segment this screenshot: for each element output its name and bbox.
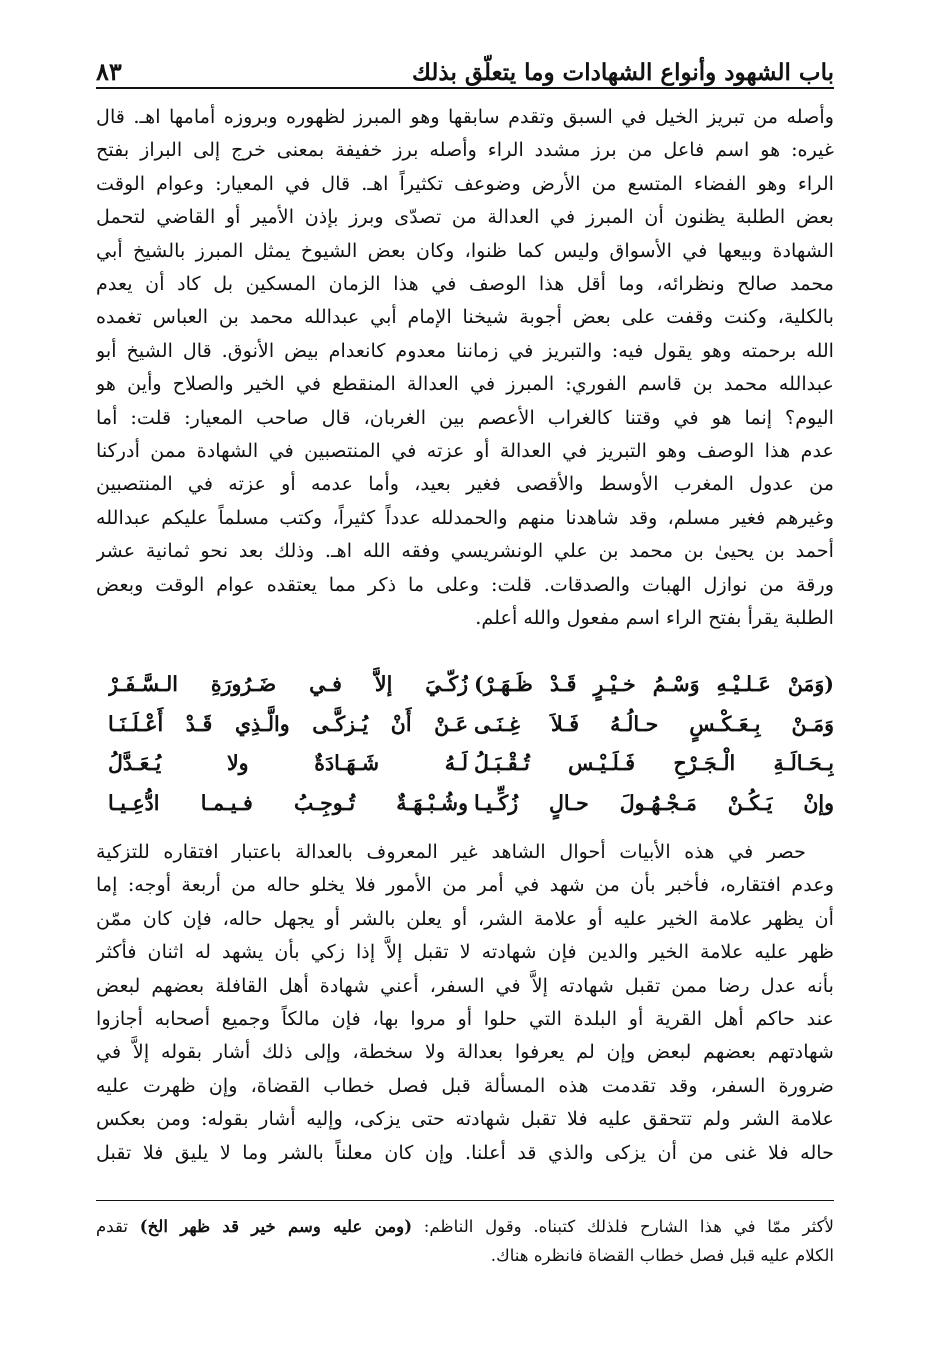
verse — [108, 665, 834, 705]
text-line: وعدم افتقاره، فأخبر بأن من شهد في أمر من الأمور فلا يخلو حاله من أربعة أوجه: إما — [96, 873, 834, 897]
text-line: عند حاكم أهل القرية أو البلدة التي حلوا أو مروا بها، فإن مالكاً وجميع أصحابه أجازوا — [96, 1007, 834, 1031]
verse-second-hemistich: لَـهُ شَـهَـادَةٌ ولا يُـعَـدَّلُ — [108, 751, 468, 775]
verse-first-hemistich: وإنْ يَـكُـنْ مَـجْـهُـولَ حـالٍ زُكِّـيـا — [474, 790, 834, 815]
verse-second-hemistich: عَـنْ أَنْ يُـزكَّـى والَّـذِي قَـدْ أَعْـلَـنَـا — [108, 711, 468, 736]
page-number: ٨٣ — [96, 57, 122, 86]
text-line: ورقة من نوازل الهبات والصدقات. قلت: وعلى ما ذكر مما يعتقده عوام الوقت وبعض — [96, 572, 834, 596]
paragraph-commentary-2 — [96, 835, 834, 1169]
text-line: الطلبة يقرأ بفتح الراء اسم مفعول والله أعلم. — [475, 606, 834, 630]
text-line: أن يظهر علامة الخير عليه أو علامة الشر، أو يعلن بالشر أو يجهل حاله، فإن كان ممّن — [96, 906, 834, 930]
footnote-line: الكلام عليه قبل فصل خطاب القضاة فانظره هناك. — [490, 1246, 834, 1265]
text-line: الله برحمته وهو يقول فيه: والتبريز في زماننا معدوم كانعدام بيض الأنوق. قال الشيخ أبو — [96, 338, 834, 362]
text-line: بعض الطلبة يظنون أن المبرز في العدالة من تصدّى وبرز بإذن الأمير أو القاضي لتحمل — [96, 205, 834, 229]
text-line: بالكلية، وكنت وقفت على بعض أجوبة شيخنا الإمام أبي عبدالله محمد بن العباس تغمده — [96, 305, 834, 329]
verse-first-hemistich: وَمَـنْ بِـعَـكْـسٍ حـالُـهُ فَـلاَ غِـنَـى — [474, 711, 834, 736]
text-line: أحمد بن يحيىٰ بن محمد بن علي الونشريسي وفقه الله اهـ. وذلك بعد نحو ثمانية عشر — [96, 539, 834, 563]
text-line: غيره: هو اسم فاعل من برز مشدد الراء وأصله برز خفيفة بمعنى خرج إلى البراز بفتح — [96, 138, 834, 162]
text-line: ضرورة السفر، وقد تقدمت هذه المسألة قبل فصل خطاب القضاة، وإن ظهرت عليه — [96, 1073, 834, 1097]
footnote — [96, 1212, 834, 1270]
verse — [108, 705, 834, 745]
text-line: عدم هذا الوصف وهو التبريز في العدالة أو عزته في المنتصبين في الشهادة ممن أدركنا — [96, 439, 834, 463]
text-line: وأصله من تبريز الخيل في السبق وتقدم سابقها وهو المبرز لظهوره وبروزه أمامها اهـ. قال — [96, 105, 834, 128]
verse-first-hemistich: بِـحَـالَـةِ الْـجَـرْحِ فَـلَـيْـس تُـقْـبَـلُ — [474, 751, 834, 775]
text-line: شهادتهم بعضهم لبعض وإن لم يعرفوا بعدالة ولا سخطة، وإلى ذلك أشار بقوله إلاَّ في — [96, 1040, 834, 1064]
footnote-line — [96, 1212, 834, 1241]
chapter-title: باب الشهود وأنواع الشهادات وما يتعلّق بذلك — [412, 59, 834, 86]
running-header — [96, 44, 834, 84]
footnote-quote: (ومن عليه وسم خير قد ظهر الخ) — [139, 1216, 413, 1236]
text-line: الراء وهو الفضاء المتسع من الأرض وضوعف تكثيراً اهـ. قال في المعيار: وعوام الوقت — [96, 171, 834, 195]
footnote-text: تقدم — [96, 1217, 140, 1236]
text-line: حاله فلا غنى من أن يزكى والذي قد أعلنا. وإن كان معلناً بالشر وما لا يليق فلا تقبل — [96, 1140, 834, 1164]
text-line: الشهادة وبيعها في الأسواق وليس كما ظنوا، وكان بعض الشيوخ يمثل المبرز بالشيخ أبي — [96, 238, 834, 262]
text-line: محمد صالح ونظرائه، وما أقل هذا الوصف في هذا الزمان المسكين بل كاد أن يعدم — [96, 272, 834, 296]
verse-second-hemistich: وشُـبْـهَـةٌ تُـوجِـبُ فـيـمـا ادُّعِـيـا — [108, 790, 468, 815]
footnote-text: لأكثر ممّا في هذا الشارح فلذلك كتبناه. وقول الناظم: — [412, 1217, 834, 1236]
verse — [108, 744, 834, 784]
footnote-separator — [96, 1200, 834, 1201]
text-line: من عدول المغرب الأوسط والأقصى فغير بعيد، وأما عدمه أو عزته في المنتصبين — [96, 472, 834, 496]
verse — [108, 784, 834, 824]
text-line: عبدالله محمد بن قاسم الفوري: المبرز في العدالة المنقطع في الخير والصلاح وأين هو — [96, 372, 834, 396]
header-rule — [96, 87, 834, 89]
text-line: اليوم؟ إنما هو في وقتنا كالغراب الأعصم بين الغربان، قال صاحب المعيار: قلت: أما — [96, 405, 834, 429]
paragraph-commentary-1 — [96, 100, 834, 635]
text-line: وغيرهم فغير مسلم، وقد شاهدنا منهم والحمدلله عدداً كثيراً، وكتب مسلماً عليكم عبدالله — [96, 505, 834, 529]
text-line: حصر في هذه الأبيات أحوال الشاهد غير المعروف بالعدالة باعتبار افتقاره للتزكية — [96, 840, 806, 863]
verse-first-hemistich: (وَمَنْ عَـلـيْـهِ وَسْـمُ خـيْـرٍ قَـدْ ظَـهَـرْ) — [474, 672, 834, 696]
poem-verses — [108, 665, 834, 823]
text-line: علامة الشر ولم تتحقق عليه فلا تقبل شهادته حتى يزكى، وإليه أشار بقوله: ومن بعكس — [96, 1107, 834, 1131]
text-line: ظهر عليه علامة الخير والدين فإن شهادته لا تقبل إلاَّ إذا زكي بأن يشهد له اثنان فأكثر — [96, 940, 834, 964]
verse-second-hemistich: زُكّـيَ إلاَّ فـي ضَـرُورَةِ الـسَّـفَـرْ — [108, 672, 468, 696]
text-line: بأنه عدل رضا ممن تقبل شهادته إلاَّ في السفر، أعني شهادة أهل القافلة بعضهم لبعض — [96, 973, 834, 997]
